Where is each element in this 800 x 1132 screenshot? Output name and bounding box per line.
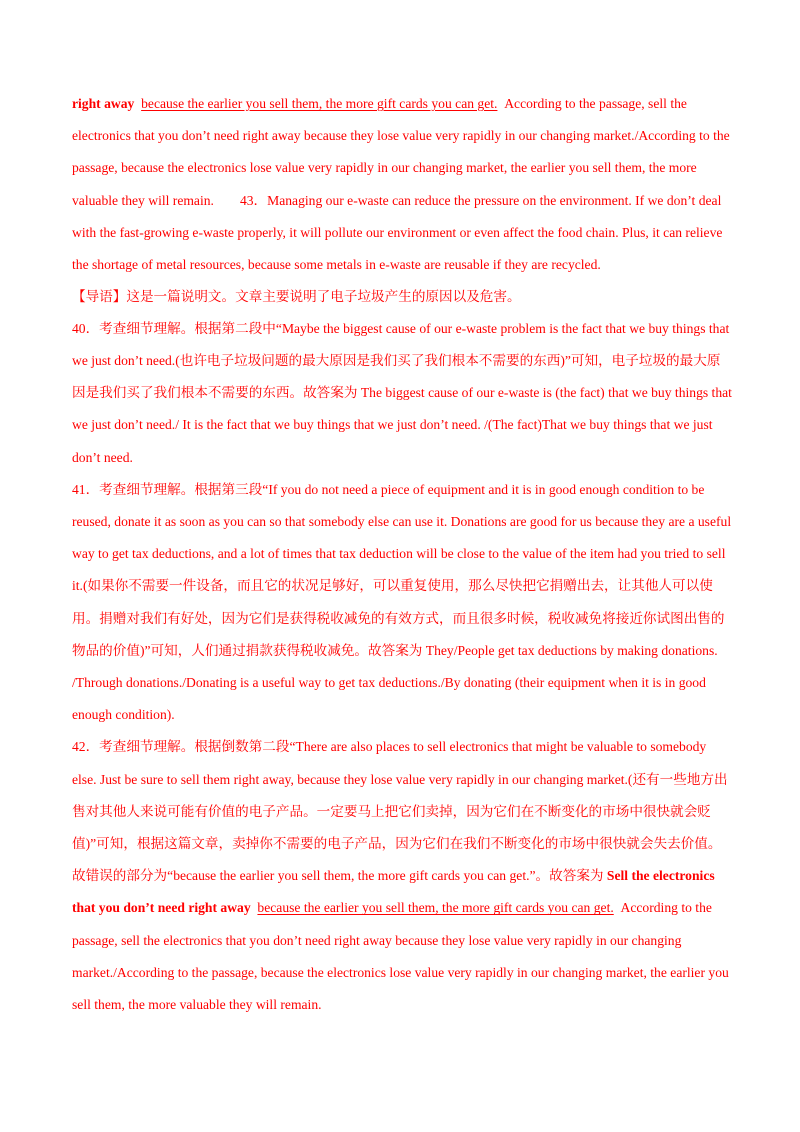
bold-answer-fragment: right away xyxy=(72,96,135,111)
intro-paragraph: 【导语】这是一篇说明文。文章主要说明了电子垃圾产生的原因以及危害。 xyxy=(72,289,521,305)
answer-42-correction: According to the passage, sell the electronics that you don’t need right away because they lose value very rapidly in our changing market./According to the passage, because the electronics lose value very rapidly in our changing market, the earlier you sell them, the more valuable they will remain. xyxy=(72,900,729,1013)
answer-42-continuation-and-43 xyxy=(72,88,732,281)
answer-explanation-page xyxy=(72,88,732,1021)
question-41-explanation: 41．考查细节理解。根据第三段“If you do not need a piece of equipment and it is in good enough condition to be reused, donate it as soon as you can so that somebody else can use it. Donations are good for us because they are a useful way to get tax deductions, and a lot of times that tax deduction will be close to the value of the item had you tried to sell it.(如果你不需要一件设备，而且它的状况足够好，可以重复使用，那么尽快把它捐赠出去，让其他人可以使用。捐赠对我们有好处，因为它们是获得税收减免的有效方式，而且很多时候，税收减免将接近你试图出售的物品的价值)”可知，人们通过捐款获得税收减免。故答案为 They/People get tax deductions by making donations. /Through donations./Donating is a useful way to get tax deductions./By donating (their equipment when it is in good enough condition). xyxy=(72,481,732,723)
underlined-error-part: because the earlier you sell them, the more gift cards you can get. xyxy=(141,96,498,111)
question-43-number: 43． xyxy=(239,192,268,208)
answer-42-correction: According to the passage, sell the electronics that you don’t need right away because they lose value very rapidly in our changing market./According to the passage, because the electronics lose value very rapidly in our changing market, the earlier you sell them, the more valuable they will remain. xyxy=(72,96,730,208)
question-43-answer: Managing our e-waste can reduce the pressure on the environment. If we don’t deal with the fast-growing e-waste properly, it will pollute our environment or even affect the food chain. Plus, it can relieve the shortage of metal resources, because some metals in e-waste are reusable if they are recycled. xyxy=(72,192,723,273)
question-42-explanation xyxy=(72,731,732,1021)
answer-prefix: 故答案为 xyxy=(549,868,604,884)
question-40-explanation: 40．考查细节理解。根据第二段中“Maybe the biggest cause of our e-waste problem is the fact that we buy things that we just don’t need.(也许电子垃圾问题的最大原因是我们买了我们根本不需要的东西)”可知，电子垃圾的最大原因是我们买了我们根本不需要的东西。故答案为 The biggest cause of our e-waste is (the fact) that we buy things that we just don’t need./ It is the fact that we buy things that we just don’t need. /(The fact)That we buy things that we just don’t need. xyxy=(72,320,732,465)
underlined-error-part: because the earlier you sell them, the more gift cards you can get. xyxy=(257,900,614,916)
bold-answer: Sell the electronics that you don’t need right away xyxy=(72,868,715,916)
question-42-analysis: 42．考查细节理解。根据倒数第二段“There are also places to sell electronics that might be valuable to somebody else. Just be sure to sell them right away, because they lose value very rapidly in our changing market.(还有一些地方出售对其他人来说可能有价值的电子产品。一定要马上把它们卖掉，因为它们在不断变化的市场中很快就会贬值)”可知，根据这篇文章，卖掉你不需要的电子产品，因为它们在我们不断变化的市场中很快就会失去价值。故错误的部分为“because the earlier you sell them, the more gift cards you can get.”。 xyxy=(72,739,728,884)
